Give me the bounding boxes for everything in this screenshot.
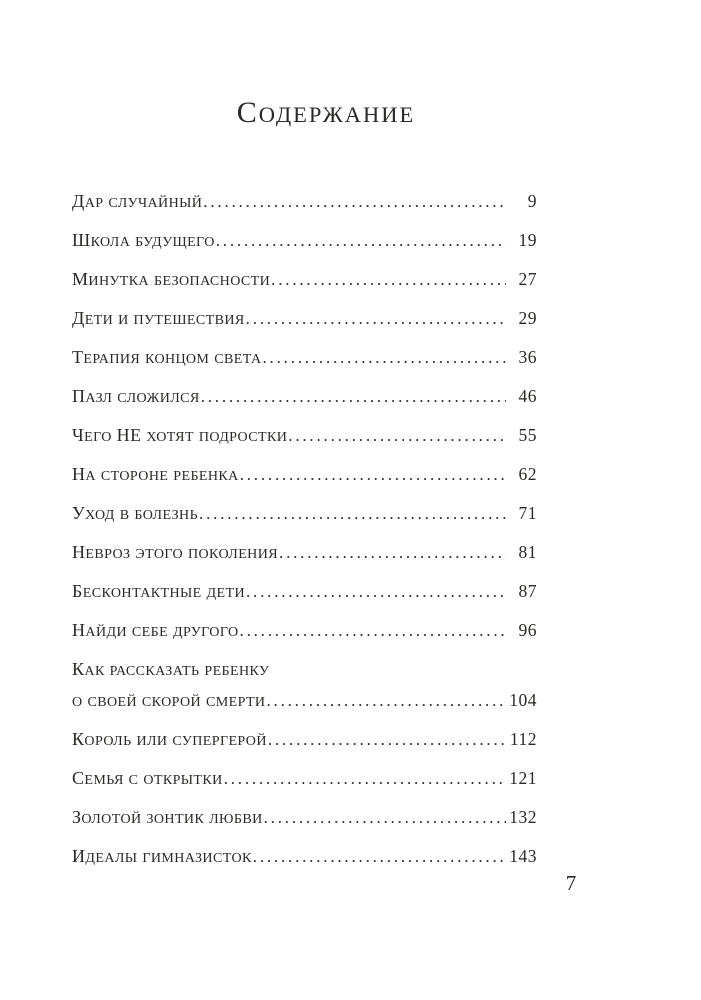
toc-entry-page-number: 27 xyxy=(518,269,537,289)
toc-entry-row xyxy=(72,343,537,374)
toc-entry xyxy=(72,226,537,257)
toc-entry-row xyxy=(72,725,537,756)
toc-entry-page-number: 121 xyxy=(509,768,537,788)
toc-entry-page-number: 96 xyxy=(518,620,537,640)
dot-leader xyxy=(246,577,506,606)
dot-leader xyxy=(240,460,506,489)
toc-entry-title: ИДЕАЛЫ ГИМНАЗИСТОК xyxy=(72,846,252,866)
toc-entry-title: ТЕРАПИЯ КОНЦОМ СВЕТА xyxy=(72,347,262,367)
toc-entry-title: НА СТОРОНЕ РЕБЕНКА xyxy=(72,464,239,484)
toc-list xyxy=(72,187,537,881)
toc-entry-page-number: 87 xyxy=(518,581,537,601)
dot-leader xyxy=(288,421,506,450)
page-title: СОДЕРЖАНИЕ xyxy=(236,96,416,129)
toc-entry-page-number: 29 xyxy=(518,308,537,328)
toc-entry xyxy=(72,187,537,218)
toc-entry-page-number: 81 xyxy=(518,542,537,562)
dot-leader xyxy=(271,265,506,294)
toc-entry-page-number: 143 xyxy=(509,846,537,866)
toc-entry xyxy=(72,538,537,569)
toc-entry-title-line: КАК РАССКАЗАТЬ РЕБЕНКУ xyxy=(72,659,270,679)
toc-entry-page-number: 104 xyxy=(509,690,537,710)
toc-entry xyxy=(72,343,537,374)
toc-entry-title: МИНУТКА БЕЗОПАСНОСТИ xyxy=(72,269,271,289)
toc-entry xyxy=(72,655,537,717)
toc-entry-page-number: 46 xyxy=(518,386,537,406)
dot-leader xyxy=(203,187,506,216)
dot-leader xyxy=(199,499,506,528)
toc-entry xyxy=(72,499,537,530)
toc-entry-page-number: 55 xyxy=(518,425,537,445)
dot-leader xyxy=(263,343,507,372)
toc-entry-page-number: 19 xyxy=(518,230,537,250)
dot-leader xyxy=(240,616,506,645)
toc-entry-title: СЕМЬЯ С ОТКРЫТКИ xyxy=(72,768,223,788)
toc-entry-extra-lines xyxy=(72,655,537,686)
toc-entry-title: УХОД В БОЛЕЗНЬ xyxy=(72,503,199,523)
toc-entry xyxy=(72,421,537,452)
toc-entry-page-number: 132 xyxy=(509,807,537,827)
toc-entry-row xyxy=(72,226,537,257)
toc-entry xyxy=(72,764,537,795)
toc-entry-row xyxy=(72,803,537,834)
toc-entry-page-number: 36 xyxy=(518,347,537,367)
toc-entry-row xyxy=(72,499,537,530)
toc-entry xyxy=(72,725,537,756)
toc-entry-row xyxy=(72,686,537,717)
toc-entry-title: ДЕТИ И ПУТЕШЕСТВИЯ xyxy=(72,308,245,328)
toc-entry xyxy=(72,842,537,873)
dot-leader xyxy=(279,538,506,567)
toc-entry-row xyxy=(72,842,537,873)
toc-entry-row xyxy=(72,304,537,335)
dot-leader xyxy=(253,842,506,871)
toc-entry-row xyxy=(72,460,537,491)
toc-entry xyxy=(72,577,537,608)
dot-leader xyxy=(264,803,506,832)
toc-entry-row xyxy=(72,577,537,608)
toc-entry xyxy=(72,265,537,296)
toc-entry-title: БЕСКОНТАКТНЫЕ ДЕТИ xyxy=(72,581,245,601)
toc-entry xyxy=(72,460,537,491)
dot-leader xyxy=(266,686,506,715)
toc-entry-row xyxy=(72,764,537,795)
dot-leader xyxy=(201,382,506,411)
toc-entry-title: НАЙДИ СЕБЕ ДРУГОГО xyxy=(72,620,239,640)
toc-entry-row xyxy=(72,538,537,569)
toc-entry-row xyxy=(72,187,537,218)
dot-leader xyxy=(268,725,506,754)
toc-entry xyxy=(72,616,537,647)
toc-entry-title: КОРОЛЬ ИЛИ СУПЕРГЕРОЙ xyxy=(72,729,267,749)
dot-leader xyxy=(246,304,506,333)
toc-entry-title: ЧЕГО НЕ ХОТЯТ ПОДРОСТКИ xyxy=(72,425,288,445)
dot-leader xyxy=(216,226,506,255)
toc-entry xyxy=(72,382,537,413)
dot-leader xyxy=(224,764,506,793)
toc-entry xyxy=(72,803,537,834)
folio-page-number: 7 xyxy=(565,871,577,895)
toc-entry-page-number: 9 xyxy=(527,191,537,211)
toc-entry-row xyxy=(72,616,537,647)
toc-entry-row xyxy=(72,421,537,452)
toc-entry-title: ШКОЛА БУДУЩЕГО xyxy=(72,230,215,250)
toc-entry-page-number: 71 xyxy=(518,503,537,523)
toc-entry-row xyxy=(72,265,537,296)
toc-entry-page-number: 112 xyxy=(509,729,537,749)
toc-entry-title: ДАР СЛУЧАЙНЫЙ xyxy=(72,191,203,211)
toc-entry-title: НЕВРОЗ ЭТОГО ПОКОЛЕНИЯ xyxy=(72,542,279,562)
toc-entry-title: ПАЗЛ СЛОЖИЛСЯ xyxy=(72,386,200,406)
toc-entry-title: ЗОЛОТОЙ ЗОНТИК ЛЮБВИ xyxy=(72,807,263,827)
toc-entry-row xyxy=(72,382,537,413)
toc-entry-page-number: 62 xyxy=(518,464,537,484)
toc-entry xyxy=(72,304,537,335)
toc-entry-title: О СВОЕЙ СКОРОЙ СМЕРТИ xyxy=(72,694,266,710)
